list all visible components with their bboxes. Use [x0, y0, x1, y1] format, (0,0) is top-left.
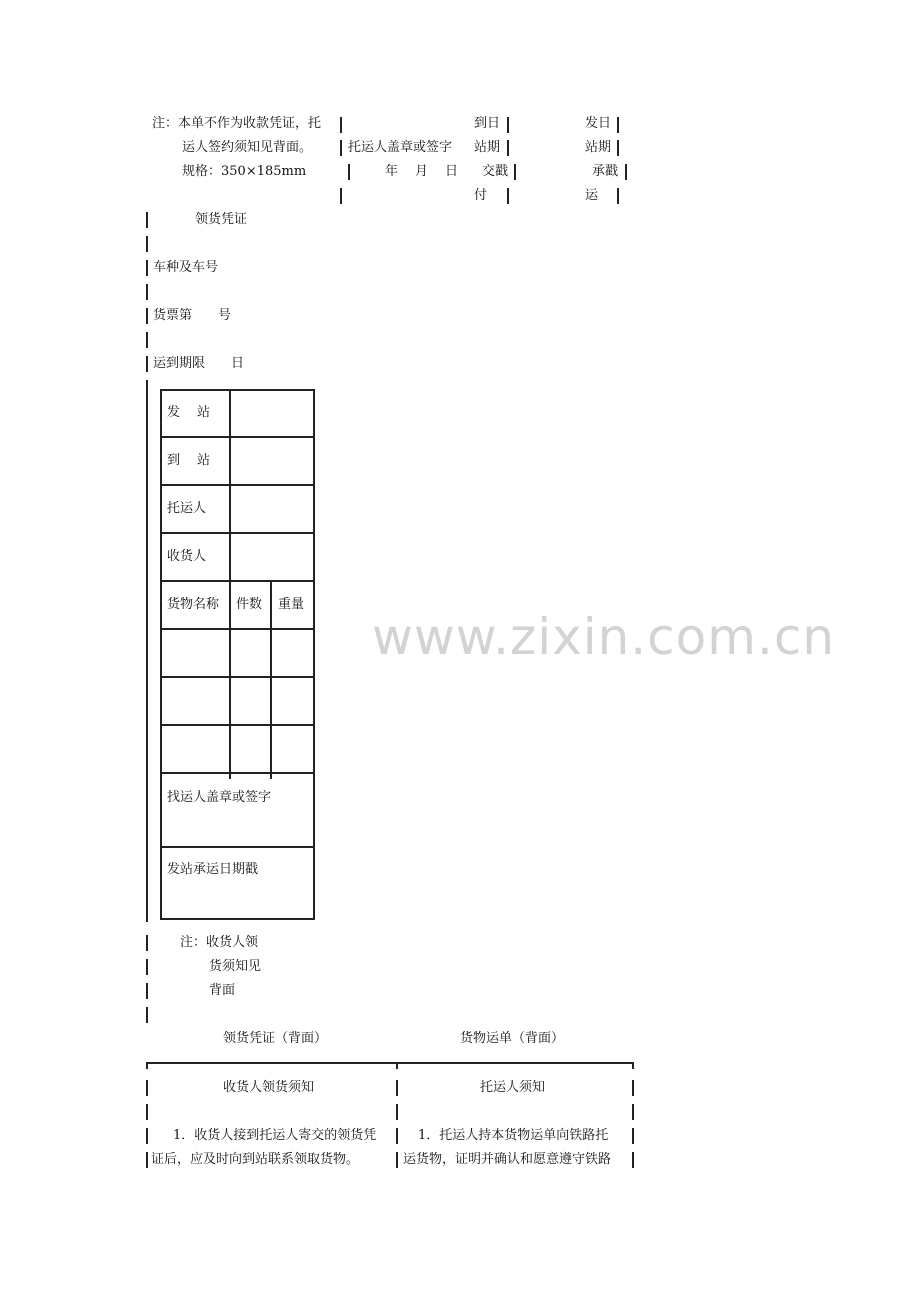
arrival-stamp-label: 付: [474, 188, 488, 203]
corner-tick: [632, 1062, 634, 1069]
margin-bar: [146, 1128, 148, 1144]
margin-bar: [146, 284, 148, 300]
divider: [348, 164, 350, 180]
receipt-note-line2: 货须知见: [209, 959, 262, 974]
shipper-signature-label: 找运人盖章或签字: [167, 790, 272, 805]
table-border: [160, 389, 162, 919]
field-departure-station: 发 站: [167, 405, 213, 420]
divider: [340, 188, 342, 204]
margin-bar: [146, 380, 148, 922]
margin-bar: [146, 308, 148, 324]
field-consignee: 收货人: [167, 549, 207, 564]
margin-bar: [632, 1152, 634, 1168]
table-rule: [160, 389, 315, 391]
depart-date-label: 站期: [585, 140, 612, 155]
date-label: 年 月 日: [385, 164, 461, 179]
divider: [514, 164, 516, 180]
divider: [617, 117, 619, 133]
field-arrival-station: 到 站: [167, 453, 213, 468]
shipper-seal-label: 托运人盖章或签字: [348, 140, 453, 155]
margin-bar: [146, 1007, 148, 1023]
back-left-header: 收货人领货须知: [223, 1080, 315, 1095]
note-not-receipt: 注：本单不作为收款凭证，托: [152, 116, 322, 131]
departure-stamp-label: 发站承运日期戳: [167, 862, 259, 877]
margin-bar: [146, 1080, 148, 1096]
table-rule: [160, 918, 315, 920]
margin-bar: [146, 212, 148, 228]
column-divider: [396, 1104, 398, 1120]
table-rule: [160, 580, 315, 582]
divider: [507, 117, 509, 133]
divider: [617, 140, 619, 156]
note-spec-size: 规格：350×185mm: [182, 164, 307, 179]
margin-bar: [146, 1104, 148, 1120]
back-table-top-rule: [146, 1062, 634, 1064]
back-right-header: 托运人须知: [480, 1080, 546, 1095]
margin-bar: [146, 959, 148, 975]
table-col-divider: [270, 580, 272, 779]
margin-bar: [146, 1152, 148, 1168]
goods-header-count: 件数: [236, 597, 263, 612]
margin-bar: [146, 356, 148, 372]
divider: [340, 140, 342, 156]
margin-bar: [146, 260, 148, 276]
table-rule: [160, 628, 315, 630]
right-item-1-line2: 运货物，证明并确认和愿意遵守铁路: [403, 1152, 612, 1167]
margin-bar: [146, 236, 148, 252]
table-rule: [160, 676, 315, 678]
depart-stamp-label: 承戳: [592, 164, 619, 179]
table-rule: [160, 532, 315, 534]
margin-bar: [146, 983, 148, 999]
transit-limit-label: 运到期限 日: [153, 356, 245, 371]
margin-bar: [146, 332, 148, 348]
depart-date-label: 发日: [585, 116, 612, 131]
divider: [507, 140, 509, 156]
table-rule: [160, 724, 315, 726]
arrival-stamp-label: 交戳: [482, 164, 509, 179]
receipt-note-line3: 背面: [209, 983, 236, 998]
margin-bar: [632, 1080, 634, 1096]
column-divider: [396, 1128, 398, 1144]
table-col-divider: [229, 580, 231, 779]
divider: [625, 164, 627, 180]
goods-header-weight: 重量: [278, 597, 305, 612]
margin-bar: [146, 935, 148, 951]
field-shipper: 托运人: [167, 501, 207, 516]
divider: [507, 188, 509, 204]
table-rule: [160, 484, 315, 486]
back-left-title: 领货凭证（背面）: [223, 1031, 328, 1046]
margin-bar: [632, 1128, 634, 1144]
table-border: [313, 389, 315, 919]
watermark-logo: www.zixin.com.cn: [372, 608, 836, 666]
note-shipper-terms: 运人签约须知见背面。: [182, 140, 313, 155]
receipt-title: 领货凭证: [195, 212, 248, 227]
depart-stamp-label: 运: [585, 188, 599, 203]
left-item-1-line1: 1．收货人接到托运人寄交的领货凭: [173, 1128, 377, 1143]
corner-tick: [396, 1062, 398, 1069]
car-type-number-label: 车种及车号: [153, 260, 219, 275]
table-col-divider: [229, 389, 231, 580]
table-rule: [160, 772, 315, 774]
goods-header-name: 货物名称: [167, 597, 220, 612]
ticket-number-label: 货票第 号: [153, 308, 232, 323]
receipt-note-line1: 注：收货人领: [180, 935, 259, 950]
divider: [617, 188, 619, 204]
arrival-date-label: 到日: [474, 116, 501, 131]
arrival-date-label: 站期: [474, 140, 501, 155]
left-item-1-line2: 证后，应及时向到站联系领取货物。: [151, 1152, 360, 1167]
table-rule: [160, 436, 315, 438]
back-right-title: 货物运单（背面）: [460, 1031, 565, 1046]
column-divider: [396, 1152, 398, 1168]
corner-tick: [146, 1062, 148, 1069]
column-divider: [396, 1080, 398, 1096]
margin-bar: [632, 1104, 634, 1120]
divider: [340, 117, 342, 133]
right-item-1-line1: 1．托运人持本货物运单向铁路托: [418, 1128, 609, 1143]
table-rule: [160, 846, 315, 848]
